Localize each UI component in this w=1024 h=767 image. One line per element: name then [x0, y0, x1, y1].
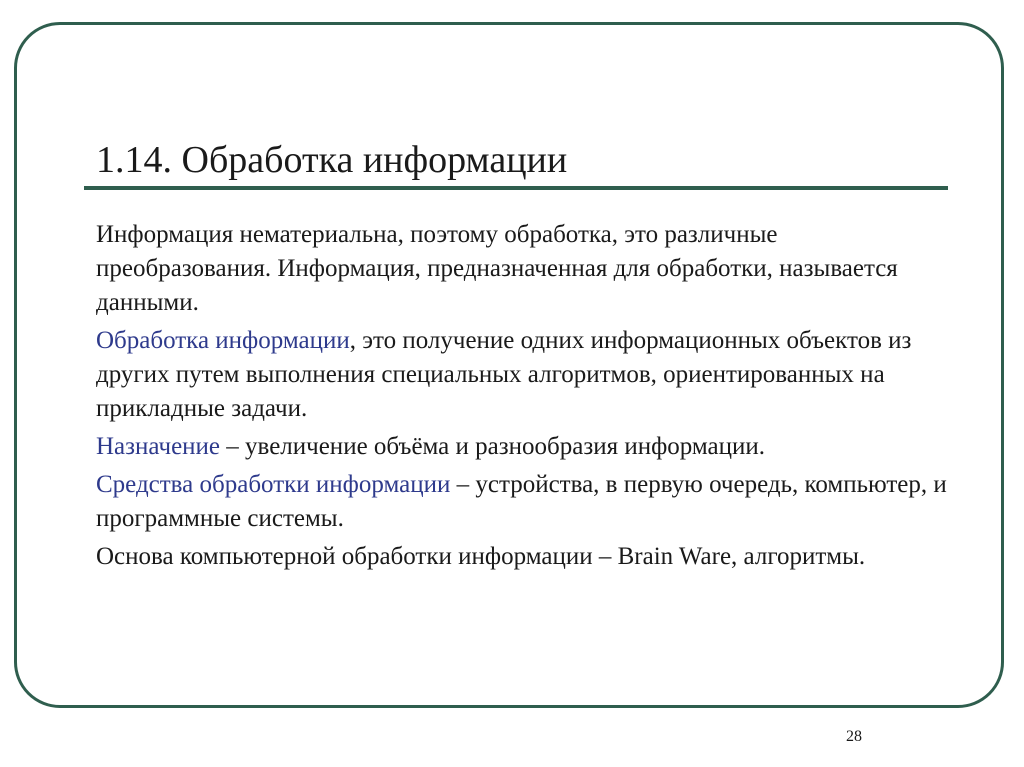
- paragraph-text: – увеличение объёма и разнообразия информации.: [220, 433, 766, 460]
- page-number: 28: [846, 728, 862, 745]
- paragraph-intro: [96, 218, 956, 320]
- term-purpose: Назначение: [96, 433, 221, 460]
- paragraph-text: – устройства, в первую очередь, компьютер, и программные системы.: [96, 471, 947, 532]
- paragraph-means: [96, 468, 956, 536]
- slide-body: [96, 218, 956, 578]
- paragraph-text: Информация нематериальна, поэтому обработка, это различные преобразования. Информация, предназначенная для обработки, называется данными.: [96, 221, 898, 316]
- paragraph-definition: [96, 324, 956, 426]
- term-means: Средства обработки информации: [96, 471, 451, 498]
- paragraph-text: Основа компьютерной обработки информации – Brain Ware, алгоритмы.: [96, 543, 866, 570]
- paragraph-text: , это получение одних информационных объектов из других путем выполнения специальных алгоритмов, ориентированных на прикладные задачи.: [96, 327, 912, 422]
- term-processing: Обработка информации: [96, 327, 350, 354]
- paragraph-basis: [96, 540, 956, 574]
- slide-title: 1.14. Обработка информации: [96, 139, 568, 181]
- paragraph-purpose: [96, 430, 956, 464]
- title-underline: [84, 186, 948, 190]
